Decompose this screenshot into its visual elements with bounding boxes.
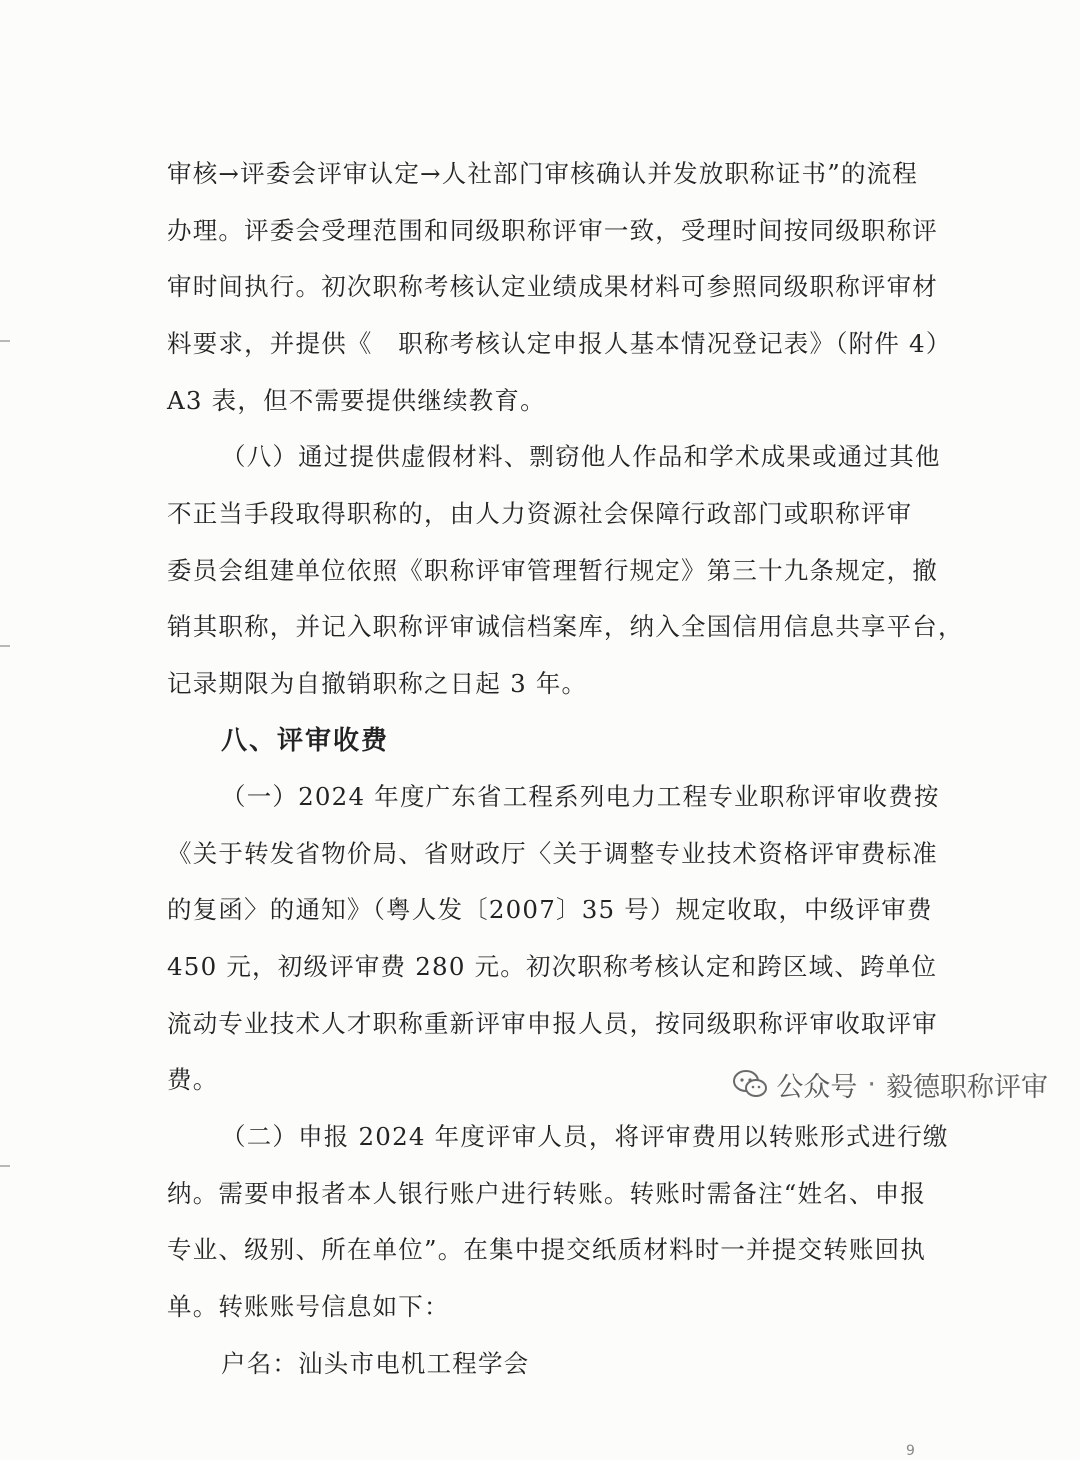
paragraph-line: （一）2024 年度广东省工程系列电力工程专业职称评审收费按 (221, 782, 940, 811)
section-heading: 八、评审收费 (221, 726, 390, 756)
page-number: 9 (906, 1443, 915, 1459)
wechat-watermark (732, 1062, 1048, 1106)
scan-edge-mark (0, 1165, 10, 1167)
paragraph-line: 销其职称，并记入职称评审诚信档案库，纳入全国信用信息共享平台， (167, 612, 964, 641)
paragraph-line: 审核→评委会评审认定→人社部门审核确认并发放职称证书”的流程 (167, 159, 919, 188)
scan-edge-mark (0, 645, 10, 647)
paragraph-line: 不正当手段取得职称的，由人力资源社会保障行政部门或职称评审 (167, 499, 913, 528)
wechat-icon (732, 1069, 768, 1099)
paragraph-line: 费。 (167, 1065, 219, 1094)
paragraph-line: A3 表，但不需要提供继续教育。 (167, 386, 546, 415)
paragraph-line: （八）通过提供虚假材料、剽窃他人作品和学术成果或通过其他 (221, 442, 941, 471)
paragraph-line: 料要求，并提供《 职称考核认定申报人基本情况登记表》（附件 4） (167, 329, 952, 358)
watermark-prefix: 公众号 (776, 1071, 858, 1103)
paragraph-line: 《关于转发省物价局、省财政厅〈关于调整专业技术资格评审费标准 (167, 839, 938, 868)
scan-edge-mark (0, 340, 10, 342)
paragraph-line: 纳。需要申报者本人银行账户进行转账。转账时需备注“姓名、申报 (167, 1179, 927, 1208)
watermark-account: 毅德职称评审 (886, 1071, 1048, 1103)
paragraph-line: 委员会组建单位依照《职称评审管理暂行规定》第三十九条规定，撤 (167, 556, 938, 585)
watermark-separator: · (867, 1068, 876, 1100)
paragraph-line: 办理。评委会受理范围和同级职称评审一致，受理时间按同级职称评 (167, 216, 938, 245)
paragraph-line: （二）申报 2024 年度评审人员，将评审费用以转账形式进行缴 (221, 1122, 949, 1151)
paragraph-line: 户名：汕头市电机工程学会 (221, 1349, 530, 1378)
paragraph-line: 450 元，初级评审费 280 元。初次职称考核认定和跨区域、跨单位 (167, 952, 938, 981)
paragraph-line: 审时间执行。初次职称考核认定业绩成果材料可参照同级职称评审材 (167, 272, 938, 301)
paragraph-line: 专业、级别、所在单位”。在集中提交纸质材料时一并提交转账回执 (167, 1235, 927, 1264)
paragraph-line: 的复函〉的通知》（粤人发〔2007〕35 号）规定收取，中级评审费 (167, 895, 933, 924)
paragraph-line: 记录期限为自撤销职称之日起 3 年。 (167, 669, 588, 698)
paragraph-line: 流动专业技术人才职称重新评审申报人员，按同级职称评审收取评审 (167, 1009, 938, 1038)
paragraph-line: 单。转账账号信息如下： (167, 1292, 450, 1321)
